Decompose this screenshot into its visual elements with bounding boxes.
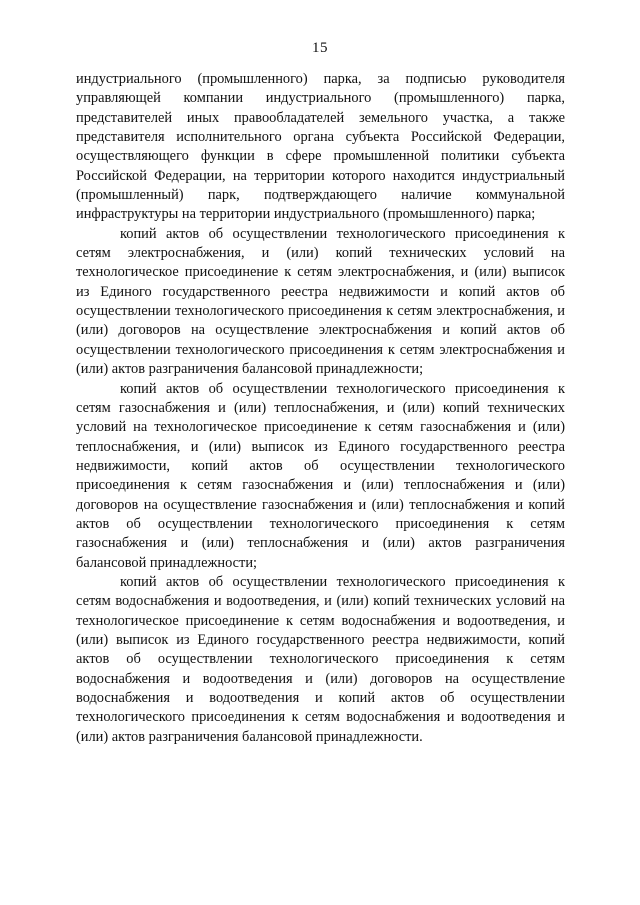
paragraph-water: копий актов об осуществлении технологического присоединения к сетям водоснабжения и водоотведения, и (или) копий технических условий на технологическое присоединение к сетям водоснабжения и водоотведения, и (или) выписок из Единого государственного реестра недвижимости, копий актов об осуществлении технологического присоединения к сетям водоснабжения и водоотведения и (или) договоров на осуществление водоснабжения и водоотведения и копий актов об осуществлении технологического присоединения к сетям водоснабжения и водоотведения и (или) актов разграничения балансовой принадлежности. (76, 573, 565, 745)
paragraph-continuation: индустриального (промышленного) парка, за подписью руководителя управляющей компании индустриального (промышленного) парка, представителей иных правообладателей земельного участка, а также представителя исполнительного органа субъекта Российской Федерации, осуществляющего функции в сфере промышленной политики субъекта Российской Федерации, на территории которого находится индустриальный (промышленный) парк, подтверждающего наличие коммунальной инфраструктуры на территории индустриального (промышленного) парка; (76, 71, 565, 223)
paragraph-electricity: копий актов об осуществлении технологического присоединения к сетям электроснабжения, и (или) копий технических условий на технологическое присоединение к сетям электроснабжения, и (или) выписок из Единого государственного реестра недвижимости и копий актов об осуществлении технологического присоединения к сетям электроснабжения, и (или) договоров на осуществление электроснабжения и копий актов об осуществлении технологического присоединения к сетям электроснабжения и (или) актов разграничения балансовой принадлежности; (76, 225, 565, 378)
page-number: 15 (312, 40, 328, 56)
document-body (76, 70, 565, 747)
paragraph-gas-heat: копий актов об осуществлении технологического присоединения к сетям газоснабжения и (или) теплоснабжения, и (или) копий технических условий на технологическое присоединение к сетям газоснабжения и (или) теплоснабжения, и (или) выписок из Единого государственного реестра недвижимости, копий актов об осуществлении технологического присоединения к сетям газоснабжения и (или) теплоснабжения и (или) договоров на осуществление газоснабжения и (или) теплоснабжения и копий актов об осуществлении технологического присоединения к сетям газоснабжения и (или) теплоснабжения и (или) актов разграничения балансовой принадлежности; (76, 380, 565, 571)
